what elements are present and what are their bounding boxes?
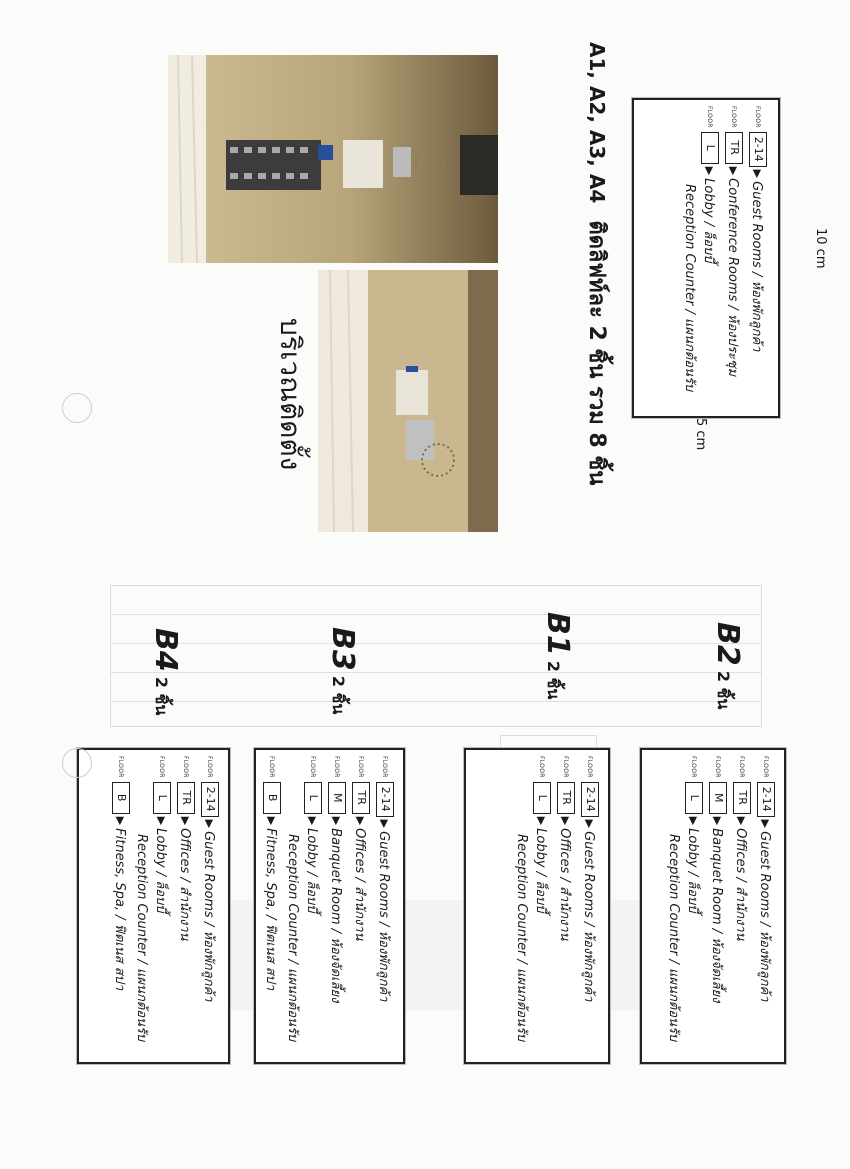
floor-number: 2-14: [749, 132, 767, 167]
arrow-icon: ▶: [751, 169, 765, 179]
floor-word: FLOOR: [706, 106, 714, 128]
destination-label: Offices / สำนักงาน: [177, 828, 193, 941]
floor-tag: [557, 756, 575, 814]
arrow-icon: ▶: [711, 816, 725, 826]
destination-label: Lobby / ล็อบบี้: [685, 828, 701, 913]
sign-row: [554, 756, 578, 1056]
destination-sublabel: Reception Counter / แผนกต้อนรับ: [682, 184, 697, 392]
install-area-caption: บริเวณติดตั้ง: [274, 318, 307, 471]
sign-row: [746, 106, 770, 410]
floor-tag: [328, 756, 346, 814]
destination-label: Lobby / ล็อบบี้: [533, 828, 549, 913]
group-heading-b1: [540, 612, 575, 699]
sign-row: [682, 756, 706, 1056]
sign-row: [198, 756, 222, 1056]
floor-tag: [177, 756, 195, 814]
floor-tag: [581, 756, 599, 817]
arrow-icon: ▶: [759, 819, 773, 829]
floor-tag: [304, 756, 322, 814]
floor-tag: [201, 756, 219, 817]
floor-word: FLOOR: [117, 756, 125, 778]
floor-number: L: [304, 782, 322, 814]
arrow-icon: ▶: [203, 819, 217, 829]
floor-tag: [153, 756, 171, 814]
sign-row: [698, 106, 722, 410]
floor-word: FLOOR: [738, 756, 746, 778]
sign-row: [730, 756, 754, 1056]
sign-row: [174, 756, 198, 1056]
floor-tag: [709, 756, 727, 814]
height-label: 5 cm: [693, 418, 708, 451]
sign-row: [706, 756, 730, 1056]
sign-row: [578, 756, 602, 1056]
arrow-icon: ▶: [703, 166, 717, 176]
floor-number: TR: [733, 782, 751, 814]
floor-word: FLOOR: [158, 756, 166, 778]
sign-row: [373, 756, 397, 1056]
destination-label: Lobby / ล็อบบี้: [304, 828, 320, 913]
sign-row: [722, 106, 746, 410]
floor-number: TR: [352, 782, 370, 814]
floor-tag: [685, 756, 703, 814]
punch-hole: [62, 748, 92, 778]
sign-row: [349, 756, 373, 1056]
group-name: B3: [325, 627, 360, 671]
floor-word: FLOOR: [268, 756, 276, 778]
floor-number: M: [709, 782, 727, 814]
arrow-icon: ▶: [330, 816, 344, 826]
floor-tag: [701, 106, 719, 164]
floor-tag: [533, 756, 551, 814]
sign-row: [754, 756, 778, 1056]
floor-word: FLOOR: [333, 756, 341, 778]
floor-number: 2-14: [201, 782, 219, 817]
floor-number: 2-14: [376, 782, 394, 817]
floor-number: B: [112, 782, 130, 814]
destination-label: Banquet Room / ห้องจัดเลี้ยง: [328, 828, 344, 1003]
lift-title: ติดลิฟท์ละ 2 ชิ้น รวม 8 ชิ้น: [584, 220, 609, 486]
arrow-icon: ▶: [114, 816, 128, 826]
floor-number: 2-14: [581, 782, 599, 817]
group-name: B1: [540, 612, 575, 656]
elevator-photo-small: [318, 270, 498, 532]
arrow-icon: ▶: [306, 816, 320, 826]
floor-number: TR: [557, 782, 575, 814]
arrow-icon: ▶: [687, 816, 701, 826]
floor-word: FLOOR: [562, 756, 570, 778]
floor-number: L: [685, 782, 703, 814]
arrow-icon: ▶: [179, 816, 193, 826]
floor-word: FLOOR: [690, 756, 698, 778]
floor-number: TR: [725, 132, 743, 164]
group-heading-b2: [710, 622, 745, 709]
arrow-icon: ▶: [378, 819, 392, 829]
floor-tag: [757, 756, 775, 817]
sign-panel-b1: [464, 748, 610, 1064]
group-heading-b4: [148, 628, 183, 715]
floor-word: FLOOR: [206, 756, 214, 778]
destination-label: Guest Rooms / ห้องพักลูกค้า: [757, 831, 773, 1002]
arrow-icon: ▶: [535, 816, 549, 826]
group-qty: 2 ชิ้น: [329, 675, 348, 715]
floor-word: FLOOR: [357, 756, 365, 778]
width-label: 10 cm: [813, 228, 828, 269]
sign-row: [301, 756, 325, 1056]
destination-label: Offices / สำนักงาน: [352, 828, 368, 941]
floor-number: B: [263, 782, 281, 814]
floor-tag: [263, 756, 281, 814]
destination-label: Offices / สำนักงาน: [733, 828, 749, 941]
group-heading-b3: [325, 627, 360, 714]
sign-row: [325, 756, 349, 1056]
group-name: B2: [710, 622, 745, 666]
destination-label: Offices / สำนักงาน: [557, 828, 573, 941]
floor-word: FLOOR: [381, 756, 389, 778]
lift-codes: A1, A2, A3, A4: [585, 42, 609, 204]
destination-label: Conference Rooms / ห้องประชุม: [725, 178, 741, 377]
destination-sublabel: Reception Counter / แผนกต้อนรับ: [514, 834, 529, 1042]
floor-word: FLOOR: [586, 756, 594, 778]
destination-label: Lobby / ล็อบบี้: [701, 178, 717, 263]
sign-panel-b2: [640, 748, 786, 1064]
destination-label: Guest Rooms / ห้องพักลูกค้า: [201, 831, 217, 1002]
floor-number: 2-14: [757, 782, 775, 817]
arrow-icon: ▶: [155, 816, 169, 826]
arrow-icon: ▶: [727, 166, 741, 176]
destination-label: Guest Rooms / ห้องพักลูกค้า: [581, 831, 597, 1002]
sign-row: [260, 756, 284, 1056]
floor-number: L: [701, 132, 719, 164]
arrow-icon: ▶: [265, 816, 279, 826]
floor-word: FLOOR: [754, 106, 762, 128]
floor-tag: [352, 756, 370, 814]
floor-number: L: [533, 782, 551, 814]
destination-label: Lobby / ล็อบบี้: [153, 828, 169, 913]
floor-tag: [376, 756, 394, 817]
arrow-icon: ▶: [583, 819, 597, 829]
lift-sign-panel: [632, 98, 780, 418]
sign-row: [530, 756, 554, 1056]
group-qty: 2 ชิ้น: [544, 660, 563, 700]
floor-tag: [749, 106, 767, 167]
floor-word: FLOOR: [730, 106, 738, 128]
sign-panel-b3: [254, 748, 405, 1064]
floor-tag: [112, 756, 130, 814]
sign-row: [109, 756, 133, 1056]
sign-row: [150, 756, 174, 1056]
destination-sublabel: Reception Counter / แผนกต้อนรับ: [666, 834, 681, 1042]
destination-label: Guest Rooms / ห้องพักลูกค้า: [376, 831, 392, 1002]
group-qty: 2 ชิ้น: [714, 670, 733, 710]
arrow-icon: ▶: [559, 816, 573, 826]
lift-heading: [580, 42, 615, 485]
floor-word: FLOOR: [762, 756, 770, 778]
destination-label: Banquet Room / ห้องจัดเลี้ยง: [709, 828, 725, 1003]
floor-number: TR: [177, 782, 195, 814]
floor-number: M: [328, 782, 346, 814]
floor-word: FLOOR: [714, 756, 722, 778]
group-qty: 2 ชิ้น: [152, 676, 171, 716]
floor-tag: [733, 756, 751, 814]
punch-hole: [62, 393, 92, 423]
arrow-icon: ▶: [735, 816, 749, 826]
destination-label: Fitness, Spa, / ฟิตเนส สปา: [112, 828, 128, 991]
destination-label: Fitness, Spa, / ฟิตเนส สปา: [263, 828, 279, 991]
destination-sublabel: Reception Counter / แผนกต้อนรับ: [134, 834, 149, 1042]
arrow-icon: ▶: [354, 816, 368, 826]
floor-tag: [725, 106, 743, 164]
floor-number: L: [153, 782, 171, 814]
destination-label: Guest Rooms / ห้องพักลูกค้า: [749, 181, 765, 352]
destination-sublabel: Reception Counter / แผนกต้อนรับ: [285, 834, 300, 1042]
floor-word: FLOOR: [538, 756, 546, 778]
floor-word: FLOOR: [182, 756, 190, 778]
elevator-photo-large: [168, 55, 498, 263]
group-name: B4: [148, 628, 183, 672]
floor-word: FLOOR: [309, 756, 317, 778]
background-table: [110, 585, 762, 727]
sign-panel-b4: [77, 748, 230, 1064]
